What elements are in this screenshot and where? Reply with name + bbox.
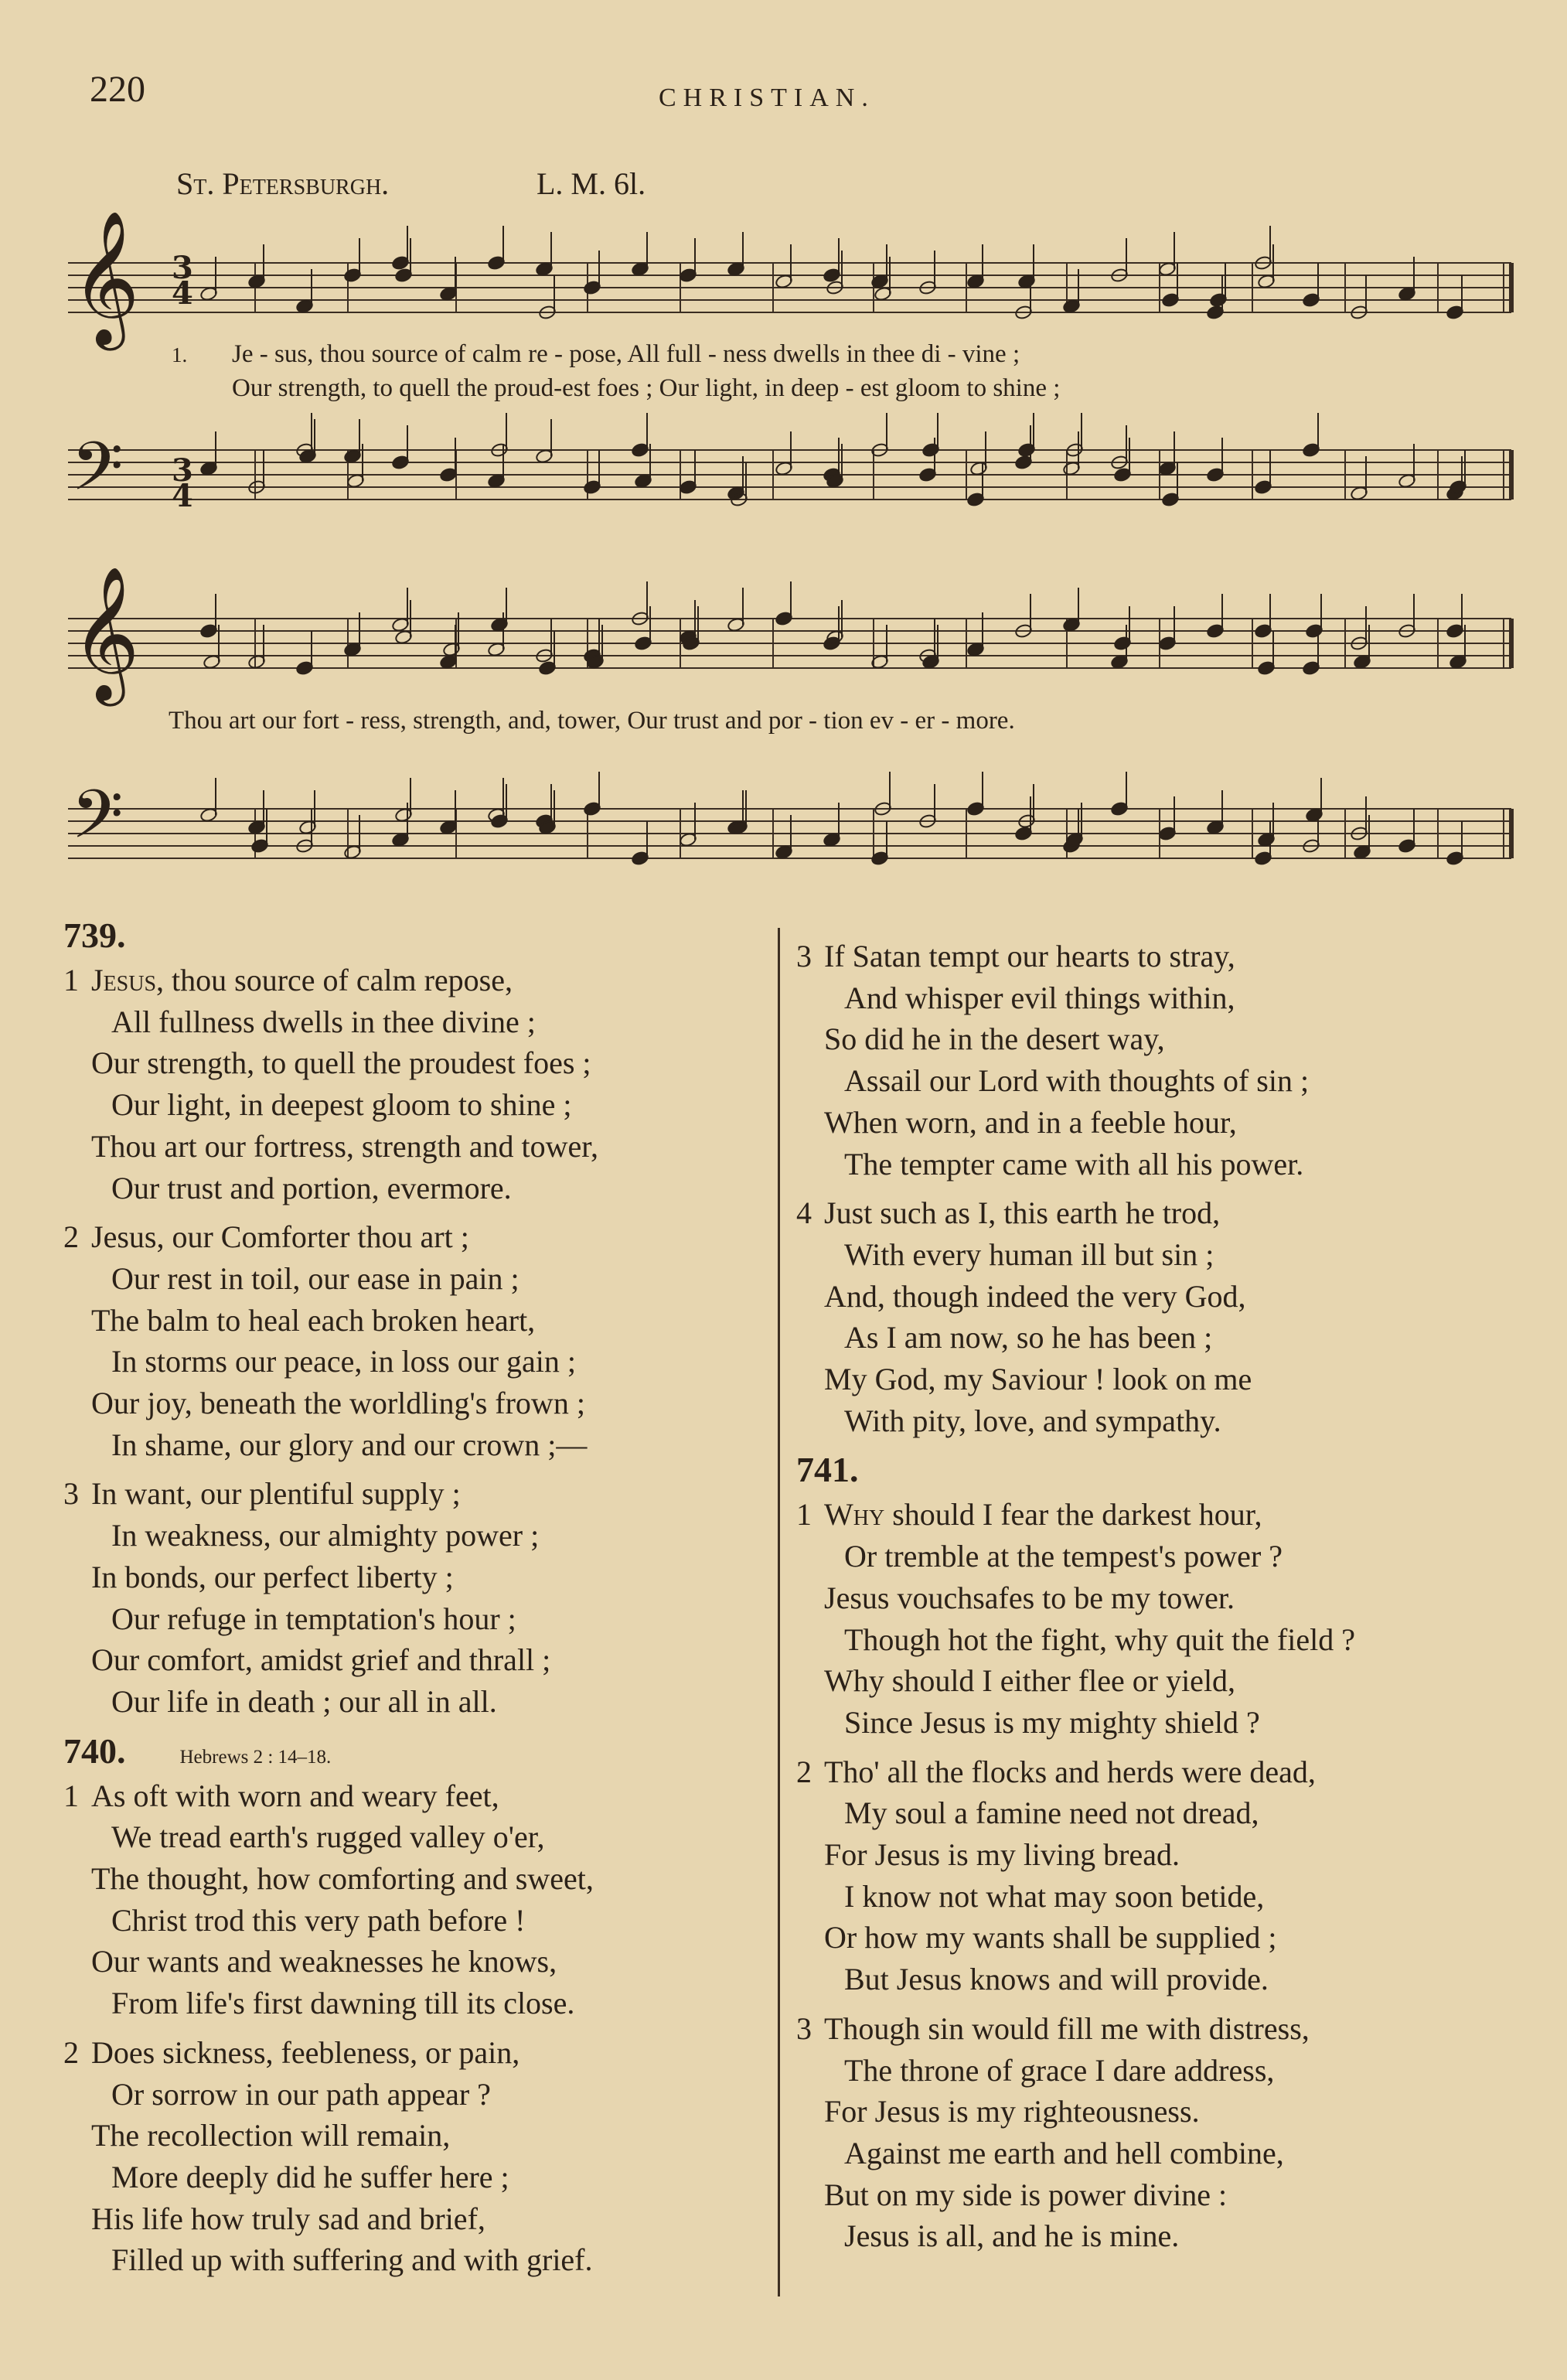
- bass-clef-icon: 𝄢: [71, 428, 124, 522]
- verse-line-text: should I fear the darkest hour,: [884, 1497, 1262, 1533]
- verse-number: 2: [796, 1754, 812, 1789]
- verse-line-text: Our light, in deepest gloom to shine ;: [111, 1087, 572, 1123]
- verse-line-text: Or tremble at the tempest's power ?: [844, 1539, 1283, 1574]
- tune-meter: L. M. 6l.: [537, 166, 646, 201]
- verse-line-text: The tempter came with all his power.: [844, 1146, 1304, 1181]
- verse-line-text: My soul a famine need not dread,: [844, 1795, 1259, 1831]
- verse-line: [63, 1216, 775, 1258]
- verse-line-text: Our refuge in temptation's hour ;: [111, 1601, 516, 1636]
- verse-line: [796, 1400, 1538, 1442]
- hymn: [63, 1730, 775, 2281]
- left-column: [63, 915, 775, 2289]
- right-column: [796, 936, 1538, 2265]
- verse-line: [796, 1359, 1538, 1400]
- verse-line: [796, 1494, 1538, 1536]
- hymn-heading: [63, 1730, 775, 1775]
- verse-line-text: We tread earth's rugged valley o'er,: [111, 1819, 545, 1855]
- verse-line-text: Our life in death ; our all in all.: [111, 1683, 497, 1719]
- verse-line-text: Or how my wants shall be supplied ;: [824, 1920, 1277, 1955]
- verse-line: [63, 1598, 775, 1640]
- verse-number: 2: [63, 2034, 79, 2070]
- verse-line: [63, 1983, 775, 2024]
- verse-line: [796, 1917, 1538, 1959]
- verse-line: [796, 1018, 1538, 1060]
- verse-number: 4: [796, 1195, 812, 1231]
- hymn-heading: [63, 915, 775, 960]
- verse-number: 1: [63, 1778, 79, 1813]
- verse-line: [796, 1876, 1538, 1918]
- verse-line: [63, 1300, 775, 1342]
- note-heads: [199, 226, 1467, 866]
- verse-line-text: In storms our peace, in loss our gain ;: [111, 1344, 576, 1379]
- hymn-verse: [796, 1192, 1538, 1441]
- verse-line-text: His life how truly sad and brief,: [91, 2201, 485, 2236]
- verse-number: 2: [63, 1219, 79, 1255]
- verse-line: [796, 1234, 1538, 1276]
- verse-line: [796, 2133, 1538, 2174]
- verse-line-text: Our wants and weaknesses he knows,: [91, 1944, 557, 1979]
- verse-line-text: Jesus is all, and he is mine.: [844, 2218, 1180, 2254]
- verse-line: [63, 1900, 775, 1942]
- tune-name: St. Petersburgh.: [176, 166, 390, 201]
- verse-line: [796, 2174, 1538, 2216]
- verse-line: [796, 1834, 1538, 1876]
- verse-line: [796, 936, 1538, 977]
- verse-line: [63, 1473, 775, 1515]
- hymn-verse: [796, 1494, 1538, 1743]
- verse-line-text: Though hot the fight, why quit the field ?: [844, 1621, 1355, 1657]
- verse-line: [63, 960, 775, 1001]
- time-signature: 3: [172, 250, 193, 286]
- verse-line: [63, 1258, 775, 1300]
- verse-line-text: So did he in the desert way,: [824, 1021, 1165, 1057]
- verse-line: [63, 1168, 775, 1209]
- verse-line: [63, 2074, 775, 2116]
- hymn-number: 740.: [63, 1730, 126, 1771]
- time-signature: 3: [172, 452, 193, 489]
- verse-line-text: Christ trod this very path before !: [111, 1902, 526, 1938]
- verse-line-text: With pity, love, and sympathy.: [844, 1403, 1221, 1438]
- verse-line: [796, 1060, 1538, 1102]
- hymn: [796, 1449, 1538, 2257]
- verse-line-text: Our rest in toil, our ease in pain ;: [111, 1260, 519, 1296]
- verse-line: [796, 1959, 1538, 2000]
- music-lyric-line1-bottom: Our strength, to quell the proud-est foes ; Our light, in deep - est gloom to shine ;: [232, 374, 1061, 402]
- verse-line: [63, 1126, 775, 1168]
- verse-line: [63, 1341, 775, 1383]
- verse-line-text: As I am now, so he has been ;: [844, 1320, 1213, 1355]
- hymn-verse: [63, 1216, 775, 1465]
- verse-line-text: Tho' all the flocks and herds were dead,: [824, 1754, 1316, 1789]
- treble-clef-icon: 𝄞: [71, 210, 140, 345]
- treble-clef-icon: 𝄞: [71, 566, 140, 701]
- hymn-number: 739.: [63, 916, 126, 955]
- verse-line: [63, 1858, 775, 1900]
- verse-line-text: The recollection will remain,: [91, 2118, 451, 2153]
- verse-number: 3: [796, 939, 812, 973]
- verse-line-text: In shame, our glory and our crown ;—: [111, 1427, 588, 1462]
- verse-line-text: The thought, how comforting and sweet,: [91, 1861, 594, 1897]
- page-number: 220: [90, 69, 145, 110]
- verse-line: [63, 2157, 775, 2198]
- scripture-reference: Hebrews 2 : 14–18.: [179, 1746, 332, 1768]
- verse-line-text: Why should I either flee or yield,: [824, 1663, 1236, 1699]
- verse-line: [796, 1751, 1538, 1793]
- verse-line: [796, 2091, 1538, 2133]
- verse-line-text: Our comfort, amidst grief and thrall ;: [91, 1642, 551, 1678]
- verse-line: [63, 2032, 775, 2074]
- verse-number: 1: [63, 963, 79, 997]
- verse-line-text: But Jesus knows and will provide.: [844, 1962, 1269, 1997]
- hymn: [796, 936, 1538, 1441]
- verse-line: [63, 2239, 775, 2281]
- verse-line-text: More deeply did he suffer here ;: [111, 2159, 509, 2194]
- verse-line: [63, 1639, 775, 1681]
- verse-line: [796, 1619, 1538, 1661]
- column-divider: [778, 928, 780, 2296]
- hymn-verse: [63, 1775, 775, 2024]
- hymn-verse: [63, 960, 775, 1209]
- time-signature: 4: [172, 275, 193, 312]
- music-lyric-line2: Thou art our fort - ress, strength, and, tower, Our trust and por - tion ev - er - more.: [169, 707, 1015, 735]
- verse-line: [796, 977, 1538, 1019]
- verse-line-text: Just such as I, this earth he trod,: [824, 1195, 1221, 1231]
- verse-line: [796, 1102, 1538, 1144]
- verse-line: [796, 1192, 1538, 1234]
- verse-line-text: If Satan tempt our hearts to stray,: [824, 939, 1235, 973]
- verse-line: [796, 1536, 1538, 1577]
- verse-line-text: Our trust and portion, evermore.: [111, 1170, 512, 1205]
- verse-line: [796, 1702, 1538, 1744]
- verse-line-text: The throne of grace I dare address,: [844, 2052, 1275, 2088]
- hymn-verse: [63, 1473, 775, 1722]
- verse-line: [796, 1276, 1538, 1318]
- verse-line: [796, 1660, 1538, 1702]
- bass-clef-icon: 𝄢: [71, 776, 124, 870]
- verse-line: [796, 2050, 1538, 2092]
- verse-line: [63, 2198, 775, 2240]
- verse-line-text: Our joy, beneath the worldling's frown ;: [91, 1386, 585, 1421]
- verse-line: [796, 2008, 1538, 2050]
- verse-line: [63, 1681, 775, 1723]
- verse-line-text: In want, our plentiful supply ;: [91, 1476, 461, 1512]
- running-head: CHRISTIAN.: [659, 84, 875, 112]
- verse-line-text: In bonds, our perfect liberty ;: [91, 1559, 454, 1594]
- verse-line-text: From life's first dawning till its close.: [111, 1986, 575, 2021]
- verse-line-text: Jesus, our Comforter thou art ;: [91, 1219, 469, 1255]
- verse-line-text: My God, my Saviour ! look on me: [824, 1362, 1252, 1397]
- verse-line: [796, 1792, 1538, 1834]
- verse-line: [796, 1577, 1538, 1619]
- verse-line-text: When worn, and in a feeble hour,: [824, 1104, 1237, 1140]
- hymn-verse: [63, 2032, 775, 2281]
- verse-line-text: With every human ill but sin ;: [844, 1236, 1214, 1272]
- verse-line-text: For Jesus is my living bread.: [824, 1837, 1180, 1873]
- verse-line: [63, 1941, 775, 1983]
- verse-line-text: The balm to heal each broken heart,: [91, 1302, 536, 1338]
- verse-line-text: Thou art our fortress, strength and tower,: [91, 1128, 598, 1164]
- verse-line-text: Filled up with suffering and with grief.: [111, 2242, 593, 2278]
- verse-line-text: I know not what may soon betide,: [844, 1878, 1265, 1914]
- verse-line: [796, 2215, 1538, 2257]
- verse-line-text: But on my side is power divine :: [824, 2177, 1228, 2212]
- verse-line-text: In weakness, our almighty power ;: [111, 1518, 540, 1553]
- verse-line-text: Does sickness, feebleness, or pain,: [91, 2034, 520, 2070]
- verse-first-word: Why: [824, 1497, 885, 1533]
- music-verse-number: 1.: [172, 343, 188, 367]
- music-score: [0, 0, 1567, 912]
- time-signature: 4: [172, 478, 193, 514]
- verse-first-word: Jesus,: [91, 963, 165, 997]
- verse-line: [796, 1144, 1538, 1185]
- verse-line: [63, 1816, 775, 1858]
- clefs: [71, 210, 193, 870]
- hymn-heading: [796, 1449, 1538, 1494]
- verse-line: [63, 1515, 775, 1557]
- hymn-number: 741.: [796, 1450, 859, 1490]
- verse-line-text: Or sorrow in our path appear ?: [111, 2076, 491, 2112]
- hymn-verse: [796, 936, 1538, 1185]
- verse-line: [63, 1383, 775, 1424]
- verse-number: 3: [63, 1476, 79, 1512]
- hymn-verse: [796, 2008, 1538, 2257]
- hymn-verse: [796, 1751, 1538, 2000]
- hymn: [63, 915, 775, 1723]
- verse-line: [63, 1557, 775, 1598]
- verse-line: [63, 1084, 775, 1126]
- verse-line-text: And whisper evil things within,: [844, 980, 1235, 1015]
- verse-number: 1: [796, 1497, 812, 1533]
- verse-line-text: All fullness dwells in thee divine ;: [111, 1004, 536, 1039]
- verse-line: [63, 1775, 775, 1817]
- verse-line-text: Assail our Lord with thoughts of sin ;: [844, 1063, 1310, 1099]
- verse-line: [63, 2115, 775, 2157]
- verse-line-text: For Jesus is my righteousness.: [824, 2094, 1200, 2129]
- verse-number: 3: [796, 2010, 812, 2046]
- verse-line-text: Jesus vouchsafes to be my tower.: [824, 1580, 1235, 1615]
- music-lyric-line1-top: Je - sus, thou source of calm re - pose, All full - ness dwells in thee di - vine ;: [232, 340, 1020, 368]
- verse-line-text: thou source of calm repose,: [164, 963, 513, 997]
- verse-line-text: And, though indeed the very God,: [824, 1278, 1246, 1314]
- verse-line: [796, 1317, 1538, 1359]
- verse-line-text: Our strength, to quell the proudest foes ;: [91, 1045, 591, 1081]
- verse-line: [63, 1424, 775, 1466]
- verse-line: [63, 1042, 775, 1084]
- verse-line-text: Against me earth and hell combine,: [844, 2135, 1284, 2170]
- verse-line-text: Since Jesus is my mighty shield ?: [844, 1704, 1260, 1740]
- verse-line-text: As oft with worn and weary feet,: [91, 1778, 499, 1813]
- verse-line-text: Though sin would fill me with distress,: [824, 2010, 1310, 2046]
- verse-line: [63, 1001, 775, 1043]
